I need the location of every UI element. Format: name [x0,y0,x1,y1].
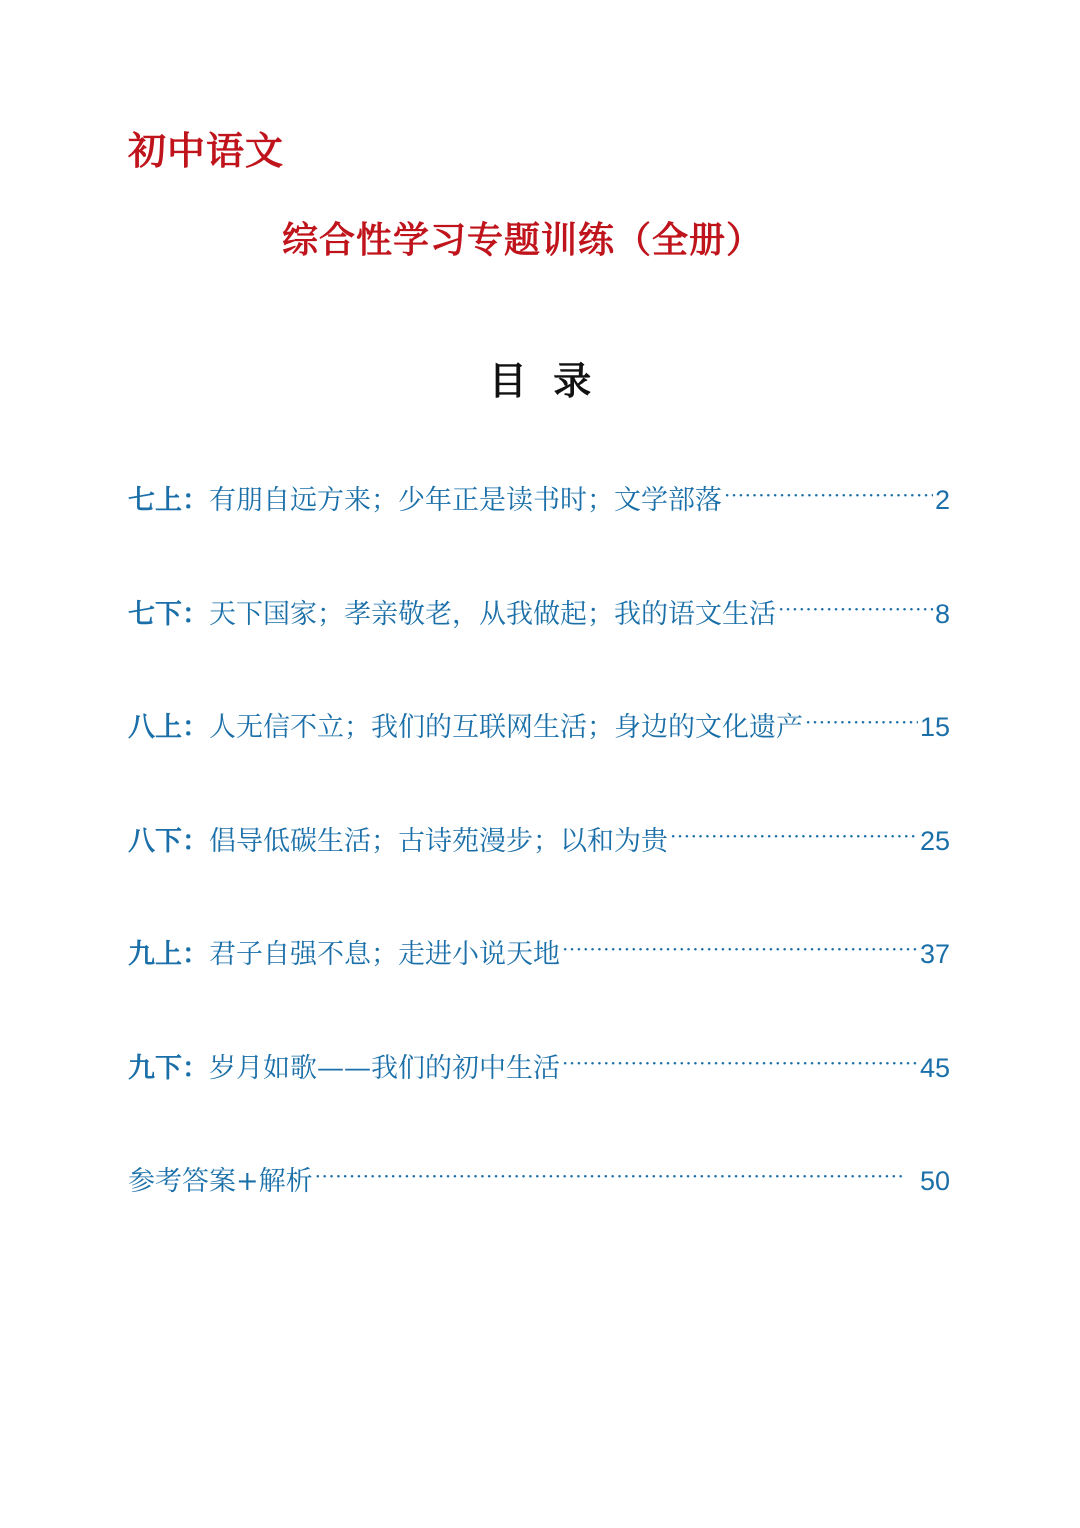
toc-entry-9b[interactable] [128,1046,950,1160]
toc-entry-answers[interactable] [128,1159,950,1273]
toc-entry-page: 15 [919,712,950,742]
toc-entry-page: 50 [919,1166,950,1196]
dot-leader [315,1163,904,1190]
toc-entry-page: 37 [919,939,950,969]
toc-entry-grade: 八上： [128,712,209,743]
toc-entry-grade: 九上： [128,939,209,970]
toc-entry-title: 有朋自远方来；少年正是读书时；文学部落 [209,485,722,516]
toc-entry-grade: 九下： [128,1052,209,1084]
dot-leader [562,936,918,963]
toc-entry-title: 天下国家；孝亲敬老，从我做起；我的语文生活 [209,598,776,630]
toc-entry-8a[interactable] [128,705,950,819]
toc-entry-page: 45 [919,1052,950,1083]
toc-entry-title: 岁月如歌——我们的初中生活 [209,1052,560,1084]
toc-entry-grade: 八下： [128,825,209,857]
toc-entry-title: 人无信不立；我们的互联网生活；身边的文化遗产 [209,712,803,743]
dot-leader [724,482,933,509]
dot-leader [670,823,918,850]
toc-entry-9a[interactable] [128,932,950,1046]
toc-entry-8b[interactable] [128,819,950,933]
toc-entry-page: 25 [919,825,950,856]
dot-leader [778,596,933,623]
toc-entry-grade: 七上： [128,485,209,516]
toc-entry-title: 参考答案+解析 [128,1166,313,1197]
toc-entry-page: 8 [934,598,950,629]
toc-entry-7a[interactable] [128,478,950,592]
document-title: 初中语文 [128,128,285,173]
document-subtitle: 综合性学习专题训练（全册） [282,219,764,261]
toc-entry-title: 倡导低碳生活；古诗苑漫步；以和为贵 [209,825,668,857]
table-of-contents [128,478,950,1273]
dot-leader [805,709,918,736]
dot-leader [562,1050,918,1077]
toc-entry-page: 2 [934,485,950,515]
toc-entry-title: 君子自强不息；走进小说天地 [209,939,560,970]
toc-heading: 目 录 [488,358,592,403]
toc-entry-7b[interactable] [128,592,950,706]
toc-entry-grade: 七下： [128,598,209,630]
